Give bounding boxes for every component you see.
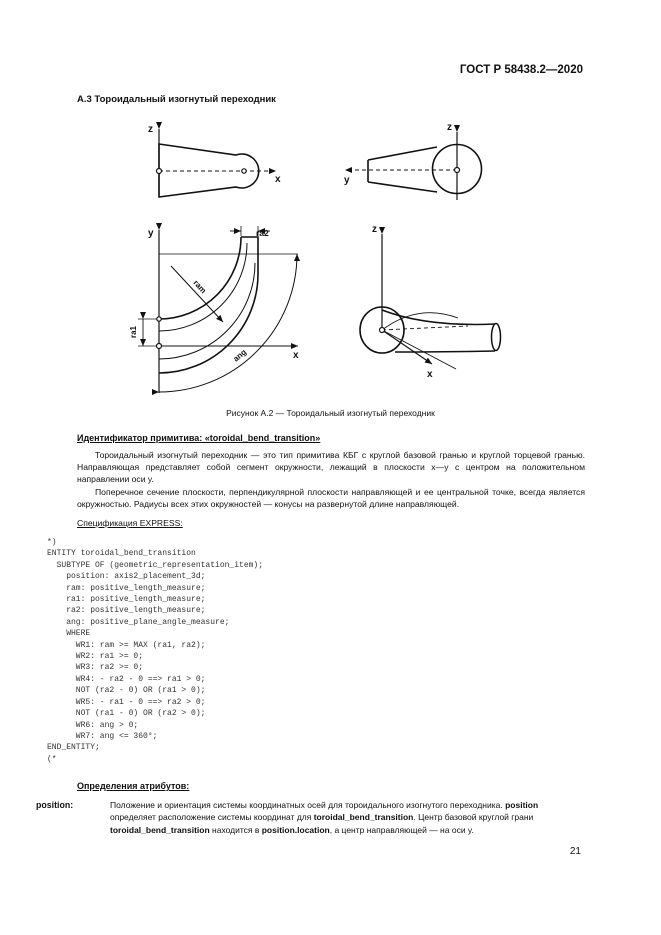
identifier-title: Идентификатор примитива: «toroidal_bend_transition» [77,433,321,443]
attributes-title: Определения атрибутов: [77,781,190,791]
document-header: ГОСТ Р 58438.2—2020 [459,64,583,76]
axis-x-label: x [427,369,433,380]
view-isometric [360,234,501,369]
axis-z-label: z [372,224,377,235]
axis-y-label: y [344,175,350,186]
axis-x-label: x [293,350,299,361]
axis-y-label: y [148,228,154,239]
identifier-text [77,449,585,510]
express-code: *) ENTITY toroidal_bend_transition SUBTYPE OF (geometric_representation_item); position: axis2_placement_3d; ram: positive_length_measure; ra1: positive_length_measure; ra2: positive_length_measure; ang: positive_plane_angle_measure; WHERE WR1: ram >= MAX (ra1, ra2); WR2: ra1 >= 0; WR3: ra2 >= 0; WR4: - ra2 - 0 ==> ra1 > 0; NOT (ra2 - 0) OR (ra1 > 0); WR5: - ra1 - 0 ==> ra2 > 0; NOT (ra1 - 0) OR (ra2 > 0); WR6: ang > 0; WR7: ang <= 360°; END_ENTITY; (* [47,538,264,764]
dim-ang-label: ang [231,347,249,364]
dim-ra1-label: ra1 [129,325,138,338]
axis-z-label: z [447,122,452,133]
section-title: А.3 Тороидальный изогнутый переходник [77,94,276,105]
figure-a2 [0,0,661,410]
dim-ra2-label: ra2 [256,228,269,238]
attribute-name: position: [36,800,74,810]
figure-caption: Рисунок А.2 — Тороидальный изогнутый переходник [226,408,435,418]
view-side [157,129,277,197]
axis-x-label: x [275,174,281,185]
attribute-description: Положение и ориентация системы координатных осей для тороидального изогнутого переходника. position определяет расположение системы координат для toroidal_bend_transition. Центр базовой круглой грани toroidal_bend_transition находится в position.location, а центр направляющей — на оси y. [110,800,539,835]
paragraph: Тороидальный изогнутый переходник — это тип примитива КБГ с круглой базовой гранью и круглой торцевой гранью. Направляющая представляет собой сегмент окружности, лежащий в плоскости x—y с центром на положительном направлении оси y. [77,450,585,485]
view-end [345,132,482,200]
paragraph: Поперечное сечение плоскости, перпендикулярной плоскости направляющей и ее центральной точке, всегда является окружностью. Радиусы всех этих окружностей — конусы на развернутой длине направляющей. [77,486,585,509]
axis-z-label: z [148,124,153,135]
page-number: 21 [569,846,581,857]
dim-ram-label: ram [191,278,209,296]
view-plan [138,226,298,393]
express-label: Спецификация EXPRESS: [77,518,183,528]
